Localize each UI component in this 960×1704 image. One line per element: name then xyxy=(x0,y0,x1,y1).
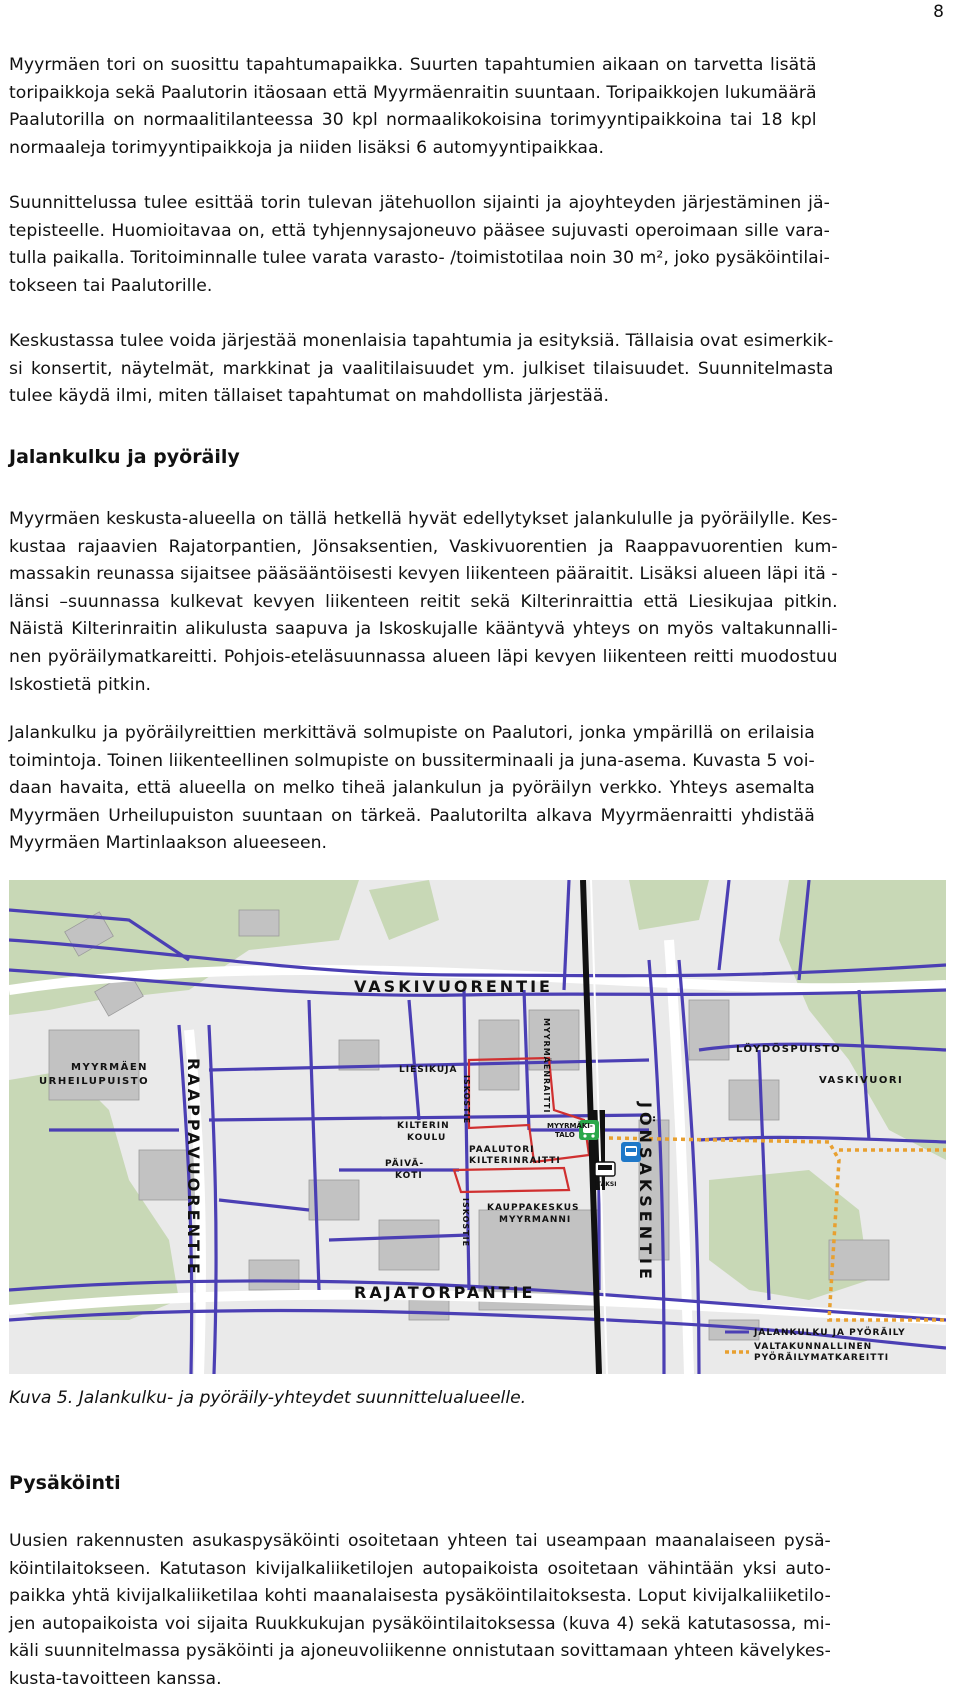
label-liesikuja: LIESIKUJA xyxy=(399,1065,458,1075)
label-paivakoti-2: KOTI xyxy=(395,1171,423,1181)
label-vaskivuori: VASKIVUORI xyxy=(819,1075,904,1086)
text-line: Myyrmäen Urheilupuiston suuntaan on tärkeä. Paalutorilta alkava Myyrmäenraitti yhdistää xyxy=(9,805,815,826)
text-line: kusta-tavoitteen kanssa. xyxy=(9,1668,222,1689)
text-line: paikka yhtä kivijalkaliiketilaa kohti maanalaisesta pysäköintilaitoksesta. Loput kivijalkaliiketilo- xyxy=(9,1586,831,1607)
text-line: köintilaitokseen. Katutason kivijalkaliiketilojen autopaikoista osoitetaan vähintään yksi auto- xyxy=(9,1558,831,1579)
text-line: Uusien rakennusten asukaspysäköinti osoitetaan yhteen tai useampaan maanalaiseen pysä- xyxy=(9,1531,831,1551)
figure-caption: Kuva 5. Jalankulku- ja pyöräily-yhteydet suunnittelualueelle. xyxy=(9,1388,527,1408)
text-line: Myyrmäen keskusta-alueella on tällä hetkellä hyvät edellytykset jalankululle ja pyöräilylle. Kes- xyxy=(9,509,838,529)
label-myyrmakitalo-1: MYYRMÄKI- xyxy=(547,1122,593,1130)
label-taksi: TAKSI xyxy=(597,1181,617,1188)
label-kilterinraitti: KILTERINRAITTI xyxy=(469,1156,561,1166)
text-line: tokseen tai Paalutorille. xyxy=(9,275,213,296)
label-vaskivuorentie: VASKIVUORENTIE xyxy=(354,977,553,996)
paragraph-market-events xyxy=(9,52,817,162)
text-line: Suunnittelussa tulee esittää torin tulevan jätehuollon sijainti ja ajoyhteyden järjestäminen jä- xyxy=(9,193,830,213)
legend-walk-label: JALANKULKU JA PYÖRÄILY xyxy=(754,1328,906,1338)
paragraph-waste-management xyxy=(9,190,830,300)
taxi-icon xyxy=(595,1162,615,1176)
paragraph-events xyxy=(9,328,833,411)
page-number: 8 xyxy=(933,2,944,22)
heading-walking-cycling: Jalankulku ja pyöräily xyxy=(9,446,240,468)
label-raappavuorentie: RAAPPAVUORENTIE xyxy=(184,1058,203,1277)
label-myyrmakitalo-2: TALO xyxy=(555,1131,575,1139)
label-myyrmaenraitti: MYYRMÄENRAITTI xyxy=(542,1018,551,1114)
legend-bike-label-2: PYÖRÄILYMATKAREITTI xyxy=(754,1353,890,1363)
text-line: Jalankulku ja pyöräilyreittien merkittävä solmupiste on Paalutori, jonka ympärillä on erilaisia xyxy=(9,723,815,743)
label-urheilupuisto-2: URHEILUPUISTO xyxy=(39,1076,150,1087)
label-paalutori: PAALUTORI xyxy=(469,1145,535,1155)
label-kauppakeskus-1: KAUPPAKESKUS xyxy=(487,1203,580,1213)
paragraph-parking xyxy=(9,1528,831,1694)
label-iskostie-north: ISKOSTIE xyxy=(462,1075,471,1125)
label-paivakoti-1: PÄIVÄ- xyxy=(385,1159,425,1169)
label-kauppakeskus-2: MYYRMANNI xyxy=(499,1215,572,1225)
text-line: kustaa rajaavien Rajatorpantien, Jönsaksentien, Vaskivuorentien ja Raappavuorentien kum- xyxy=(9,536,838,557)
text-line: nen pyöräilymatkareitti. Pohjois-eteläsuunnassa alueen läpi kevyen liikenteen reitti muodostuu xyxy=(9,646,838,667)
text-line: Myyrmäen tori on suosittu tapahtumapaikka. Suurten tapahtumien aikaan on tarvetta lisätä xyxy=(9,55,817,75)
text-line: länsi –suunnassa kulkevat kevyen liikenteen reitit sekä Kilterinraittia että Liesikujaa pitkin. xyxy=(9,591,838,612)
text-line: normaaleja torimyyntipaikkoja ja niiden lisäksi 6 automyyntipaikkaa. xyxy=(9,137,605,158)
text-line: Keskustassa tulee voida järjestää monenlaisia tapahtumia ja esityksiä. Tällaisia ovat esimerkik- xyxy=(9,331,834,351)
text-line: toripaikkoja sekä Paalutorin itäosaan että Myyrmäenraitin suuntaan. Toripaikkojen lukumäärä xyxy=(9,82,817,103)
label-rajatorpantie: RAJATORPANTIE xyxy=(354,1283,536,1302)
route-map-figure xyxy=(9,880,946,1374)
text-line: Näistä Kilterinraitin alikulusta saapuva ja Iskoskujalle kääntyvä yhteys on myös valtakunnalli- xyxy=(9,619,838,640)
paragraph-nodes xyxy=(9,720,815,858)
text-line: Paalutorilla on normaalitilanteessa 30 kpl normaalikokoisina torimyyntipaikkoina tai 18 kpl xyxy=(9,110,817,131)
text-line: jen autopaikoista voi sijaita Ruukkukujan pysäköintilaitoksessa (kuva 4) sekä katutasossa, mi- xyxy=(9,1613,831,1634)
text-line: massakin reunassa sijaitsee pääsääntöisesti kevyen liikenteen pääraitit. Lisäksi alueen läpi itä - xyxy=(9,564,838,585)
text-line: toimintoja. Toinen liikenteellinen solmupiste on bussiterminaali ja juna-asema. Kuvasta 5 voi- xyxy=(9,750,815,771)
paragraph-routes xyxy=(9,506,838,699)
label-urheilupuisto-1: MYYRMÄEN xyxy=(71,1062,149,1073)
label-kilterin-koulu-1: KILTERIN xyxy=(397,1121,450,1131)
text-line: Myyrmäen Martinlaakson alueeseen. xyxy=(9,833,328,854)
heading-parking: Pysäköinti xyxy=(9,1472,121,1494)
text-line: tepisteelle. Huomioitavaa on, että tyhjennysajoneuvo pääsee sujuvasti operoimaan sille vara- xyxy=(9,220,830,241)
legend-bike-label-1: VALTAKUNNALLINEN xyxy=(754,1342,873,1352)
text-line: si konsertit, näytelmät, markkinat ja vaalitilaisuudet ym. julkiset tilaisuudet. Suunnitelmasta xyxy=(9,358,834,379)
text-line: tulee käydä ilmi, miten tällaiset tapahtumat on mahdollista järjestää. xyxy=(9,386,609,407)
text-line: daan havaita, että alueella on melko tiheä jalankulun ja pyöräilyn verkko. Yhteys asemalta xyxy=(9,778,815,799)
text-line: tulla paikalla. Toritoiminnalle tulee varata varasto- /toimistotilaa noin 30 m², joko pysäköintilai- xyxy=(9,248,830,269)
text-line: Iskostietä pitkin. xyxy=(9,674,152,695)
label-iskostie-south: ISKOSTIE xyxy=(461,1198,470,1248)
label-kilterin-koulu-2: KOULU xyxy=(407,1133,447,1143)
label-jonsaksentie: JÖNSAKSENTIE xyxy=(636,1102,655,1283)
label-loydospuisto: LÖYDÖSPUISTO xyxy=(736,1044,842,1055)
text-line: käli suunnitelmassa pysäköinti ja ajoneuvoliikenne onnistutaan sovittamaan yhteen kävelykes- xyxy=(9,1641,831,1662)
